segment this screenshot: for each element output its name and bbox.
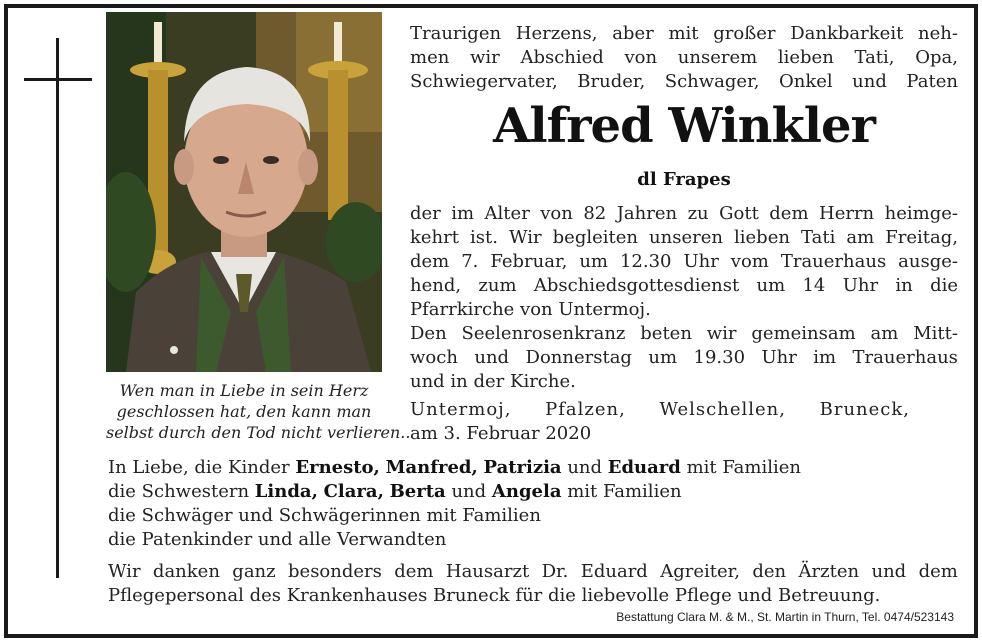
- word: mit: [668, 23, 699, 44]
- mourners-line-sisters: [108, 480, 958, 504]
- body-line-8: und in der Kirche.: [410, 371, 576, 392]
- sister-name: Angela: [491, 481, 562, 502]
- portrait-illustration: [106, 12, 382, 372]
- mourners-line-in-laws: die Schwäger und Schwägerinnen mit Familien: [108, 505, 541, 526]
- word: am: [870, 323, 899, 344]
- quote-line: geschlossen hat, den kann man: [116, 402, 372, 421]
- word: Abschiedsgottesdienst: [533, 275, 740, 296]
- word: dem: [394, 561, 434, 582]
- intro-line-2: [410, 46, 958, 70]
- child-name: Patrizia: [483, 457, 562, 478]
- body-line-3: [410, 250, 958, 274]
- intro-line-3: [410, 70, 958, 94]
- word: men: [410, 47, 450, 68]
- word: Mitt-: [913, 323, 958, 344]
- word: Trauerhaus: [780, 251, 887, 272]
- word: Eduard: [580, 561, 648, 582]
- word: und: [474, 347, 510, 368]
- word: Herrn: [819, 203, 875, 224]
- word: Uhr: [842, 275, 879, 296]
- word: um: [579, 251, 608, 272]
- body-line-7: [410, 346, 958, 370]
- funeral-home-credit: Bestattung Clara M. & M., St. Martin in Thurn, Tel. 0474/523143: [616, 610, 954, 624]
- child-name: Manfred,: [385, 457, 478, 478]
- word: unseren: [649, 227, 723, 248]
- word: am: [846, 227, 875, 248]
- word: von: [624, 47, 658, 68]
- word: Jahren: [616, 203, 678, 224]
- word: großer: [713, 23, 776, 44]
- word: Gott: [719, 203, 759, 224]
- text: mit Familien: [561, 481, 682, 502]
- word: Hausarzt: [445, 561, 530, 582]
- body-line-4: [410, 274, 958, 298]
- word: um: [648, 347, 678, 368]
- place-and-date: [410, 398, 910, 446]
- word: Agreiter,: [660, 561, 740, 582]
- word: im: [813, 347, 837, 368]
- place-name: Pfalzen,: [545, 399, 626, 420]
- word: Traurigen: [410, 23, 502, 44]
- word: gemeinsam: [751, 323, 856, 344]
- memorial-quote: [106, 380, 411, 443]
- mourners-line-children: [108, 456, 958, 480]
- sister-name: Berta: [389, 481, 446, 502]
- word: dem: [769, 203, 809, 224]
- word: dem: [918, 561, 958, 582]
- child-name: Eduard: [607, 457, 681, 478]
- word: Schwiegervater,: [410, 71, 558, 92]
- word: in: [895, 275, 913, 296]
- word: Schwager,: [664, 71, 760, 92]
- word: und: [852, 71, 887, 92]
- body-line-6: [410, 322, 958, 346]
- word: die: [930, 275, 958, 296]
- thanks-line-1: [108, 560, 958, 584]
- word: woch: [410, 347, 458, 368]
- cross-horizontal-bar: [24, 78, 92, 81]
- word: ausge-: [898, 251, 958, 272]
- word: hend,: [410, 275, 462, 296]
- word: Tati: [801, 227, 836, 248]
- word: Paten: [906, 71, 958, 92]
- mourners-line-relatives: die Patenkinder und alle Verwandten: [108, 529, 447, 550]
- word: 19.30: [693, 347, 746, 368]
- word: zum: [478, 275, 517, 296]
- deceased-name: Alfred Winkler: [493, 98, 875, 154]
- quote-line: selbst durch den Tod nicht verlieren..: [106, 423, 411, 442]
- word: Uhr: [683, 251, 719, 272]
- word: der: [410, 203, 441, 224]
- word: wir: [470, 47, 500, 68]
- word: ist.: [470, 227, 498, 248]
- word: lieben: [777, 47, 834, 68]
- word: Februar,: [490, 251, 568, 272]
- word: Dankbarkeit: [790, 23, 904, 44]
- word: Abschied: [520, 47, 604, 68]
- deceased-nickname: dl Frapes: [637, 169, 731, 190]
- child-name: Ernesto,: [295, 457, 380, 478]
- word: und: [871, 561, 907, 582]
- word: im: [451, 203, 475, 224]
- sister-name: Clara,: [323, 481, 384, 502]
- word: kehrt: [410, 227, 459, 248]
- word: Den: [410, 323, 447, 344]
- word: danken: [152, 561, 220, 582]
- word: 82: [583, 203, 607, 224]
- word: unserem: [677, 47, 758, 68]
- word: Opa,: [915, 47, 958, 68]
- word: neh-: [918, 23, 958, 44]
- word: Seelenrosenkranz: [461, 323, 626, 344]
- word: Wir: [108, 561, 141, 582]
- word: den: [752, 561, 787, 582]
- word: 14: [802, 275, 826, 296]
- word: vom: [730, 251, 769, 272]
- word: Alter: [484, 203, 530, 224]
- word: begleiten: [552, 227, 638, 248]
- word: dem: [410, 251, 450, 272]
- word: von: [540, 203, 573, 224]
- mourners-list: [108, 456, 958, 552]
- word: Trauerhaus: [852, 347, 958, 368]
- body-line-1: [410, 202, 958, 226]
- text: und: [561, 457, 608, 478]
- word: Tati,: [854, 47, 895, 68]
- word: lieben: [734, 227, 790, 248]
- word: Wir: [509, 227, 542, 248]
- places-line: [410, 398, 910, 422]
- word: Uhr: [761, 347, 797, 368]
- place-name: Welschellen,: [659, 399, 786, 420]
- word: 12.30: [619, 251, 672, 272]
- text: und: [445, 481, 492, 502]
- place-name: Untermoj,: [410, 399, 512, 420]
- portrait-photo: [106, 12, 382, 372]
- word: Herzens,: [515, 23, 598, 44]
- word: 7.: [461, 251, 479, 272]
- word: Ärzten: [798, 561, 860, 582]
- intro-text: [410, 22, 958, 94]
- word: zu: [687, 203, 709, 224]
- word: Bruder,: [577, 71, 646, 92]
- text: die Schwestern: [108, 481, 255, 502]
- body-line-2: [410, 226, 958, 250]
- word: aber: [612, 23, 654, 44]
- cross-vertical-bar: [56, 38, 59, 578]
- funeral-details: [410, 202, 958, 394]
- word: Donnerstag: [525, 347, 632, 368]
- place-name: Bruneck,: [819, 399, 910, 420]
- word: beten: [640, 323, 692, 344]
- word: Dr.: [541, 561, 569, 582]
- thanks-line-2: Pflegepersonal des Krankenhauses Bruneck für die liebevolle Pflege und Betreuung.: [108, 585, 881, 606]
- quote-line: Wen man in Liebe in sein Herz: [119, 381, 369, 400]
- word: wir: [706, 323, 737, 344]
- text: In Liebe, die Kinder: [108, 457, 296, 478]
- word: um: [756, 275, 786, 296]
- body-line-5: Pfarrkirche von Untermoj.: [410, 299, 651, 320]
- sister-name: Linda,: [254, 481, 318, 502]
- word: heimge-: [884, 203, 958, 224]
- word: Freitag,: [885, 227, 958, 248]
- thanks-text: [108, 560, 958, 608]
- intro-line-1: [410, 22, 958, 46]
- word: besonders: [288, 561, 382, 582]
- word: ganz: [232, 561, 276, 582]
- text: mit Familien: [680, 457, 801, 478]
- word: Onkel: [778, 71, 833, 92]
- date-line: am 3. Februar 2020: [410, 423, 592, 444]
